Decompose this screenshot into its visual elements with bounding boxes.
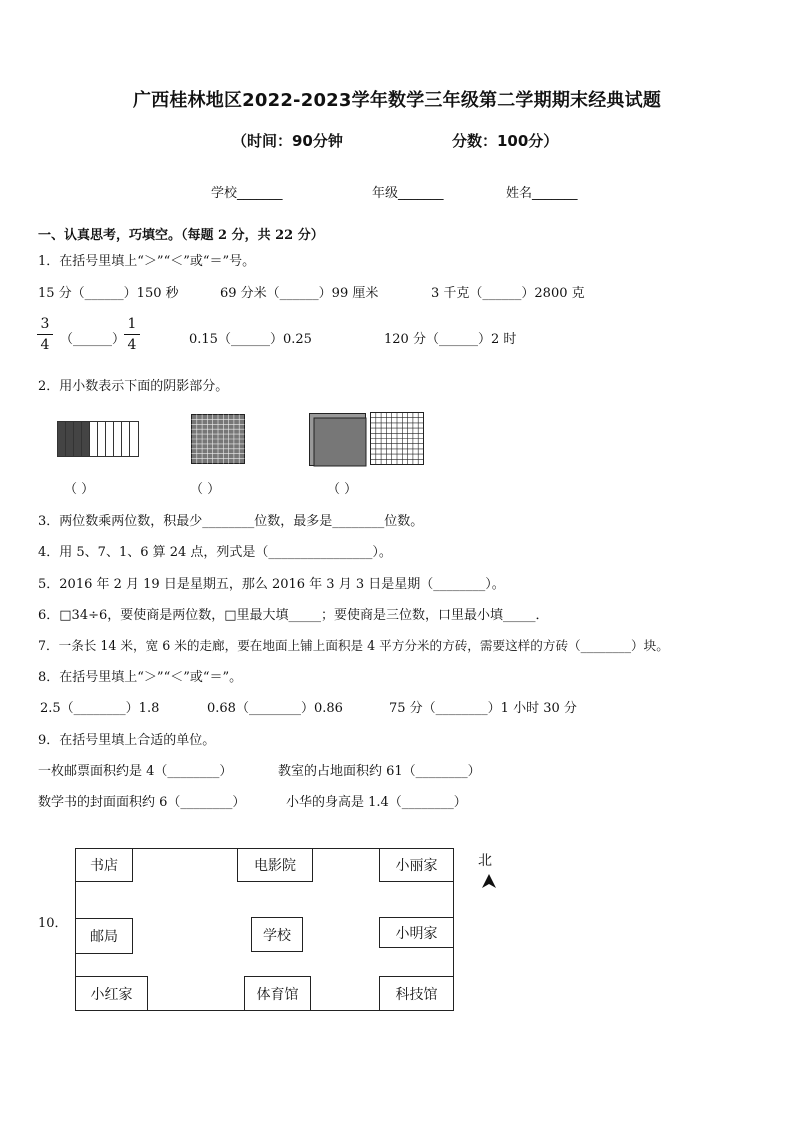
fraction-numerator: 1 (127, 316, 137, 332)
q8-item: 0.68（________）0.86 (207, 701, 343, 716)
fraction-denominator: 4 (127, 337, 137, 353)
place-cinema: 电影院 (237, 848, 313, 882)
two-grid-figure (309, 412, 425, 467)
question-3: 3．两位数乘两位数，积最少________位数，最多是________位数。 (38, 514, 424, 529)
strip-cell (106, 422, 114, 456)
q2-answer-blank: （ ） (64, 482, 95, 497)
q9-item: 一枚邮票面积约是 4（________） (38, 764, 233, 779)
q2-answer-blank: （ ） (327, 482, 358, 497)
strip-cell (98, 422, 106, 456)
q1-item: 120 分（______）2 时 (384, 332, 517, 347)
section-heading: 一、认真思考，巧填空。（每题 2 分，共 22 分） (38, 228, 324, 243)
question-10-number: 10． (38, 916, 68, 931)
question-1-stem: 1．在括号里填上“＞”“＜”或“＝”号。 (38, 254, 256, 269)
q9-item: 教室的占地面积约 61（________） (278, 764, 481, 779)
q1-item: 69 分米（______）99 厘米 (220, 286, 379, 301)
question-5: 5．2016 年 2 月 19 日是星期五，那么 2016 年 3 月 3 日是星期（________）。 (38, 577, 505, 592)
question-2-stem: 2．用小数表示下面的阴影部分。 (38, 379, 229, 394)
name-field[interactable]: 姓名_______ (506, 186, 578, 201)
strip-cell (58, 422, 66, 456)
q1-blank: （______） (60, 332, 126, 347)
strip-cell (82, 422, 90, 456)
q1-item: 0.15（______）0.25 (189, 332, 312, 347)
q2-answer-blank: （ ） (190, 482, 221, 497)
strip-cell (74, 422, 82, 456)
hundred-grid-figure (191, 414, 245, 464)
fraction-denominator: 4 (40, 337, 50, 353)
q1-item: 3 千克（______）2800 克 (431, 286, 585, 301)
fraction-one-quarter (124, 316, 140, 353)
place-xiaoli-home: 小丽家 (379, 848, 454, 882)
strip-cell (122, 422, 130, 456)
north-arrow-icon (481, 873, 497, 889)
question-6: 6．□34÷6，要使商是两位数，□里最大填_____；要使商是三位数，口里最小填_____． (38, 608, 549, 623)
time-label: （时间：90分钟 (232, 132, 343, 150)
q8-item: 75 分（________）1 小时 30 分 (389, 701, 577, 716)
question-9-stem: 9．在括号里填上合适的单位。 (38, 733, 216, 748)
question-4: 4．用 5、7、1、6 算 24 点，列式是（________________）。 (38, 545, 392, 560)
score-label: 分数：100分） (452, 132, 559, 150)
place-xiaohong-home: 小红家 (75, 976, 148, 1011)
strip-cell (90, 422, 98, 456)
fraction-numerator: 3 (40, 316, 50, 332)
q1-item: 15 分（______）150 秒 (38, 286, 179, 301)
place-science-museum: 科技馆 (379, 976, 454, 1011)
q9-item: 数学书的封面面积约 6（________） (38, 795, 246, 810)
question-7: 7．一条长 14 米，宽 6 米的走廊，要在地面上铺上面积是 4 平方分米的方砖，需要这样的方砖（________）块。 (38, 638, 669, 653)
place-gym: 体育馆 (244, 976, 311, 1011)
page-title: 广西桂林地区2022-2023学年数学三年级第二学期期末经典试题 (132, 90, 662, 111)
strip-cell (66, 422, 74, 456)
question-8-stem: 8．在括号里填上“＞”“＜”或“＝”。 (38, 670, 243, 685)
north-label: 北 (478, 853, 492, 869)
place-post-office: 邮局 (75, 918, 133, 954)
decimal-strip-figure (57, 421, 139, 457)
place-bookstore: 书店 (75, 848, 133, 882)
fraction-three-quarters (37, 316, 53, 353)
grade-field[interactable]: 年级_______ (372, 186, 444, 201)
strip-cell (114, 422, 122, 456)
school-field[interactable]: 学校_______ (211, 186, 283, 201)
strip-cell (130, 422, 138, 456)
q9-item: 小华的身高是 1.4（________） (286, 795, 467, 810)
place-xiaoming-home: 小明家 (379, 917, 454, 948)
q8-item: 2.5（________）1.8 (40, 701, 160, 716)
place-school: 学校 (251, 917, 303, 952)
